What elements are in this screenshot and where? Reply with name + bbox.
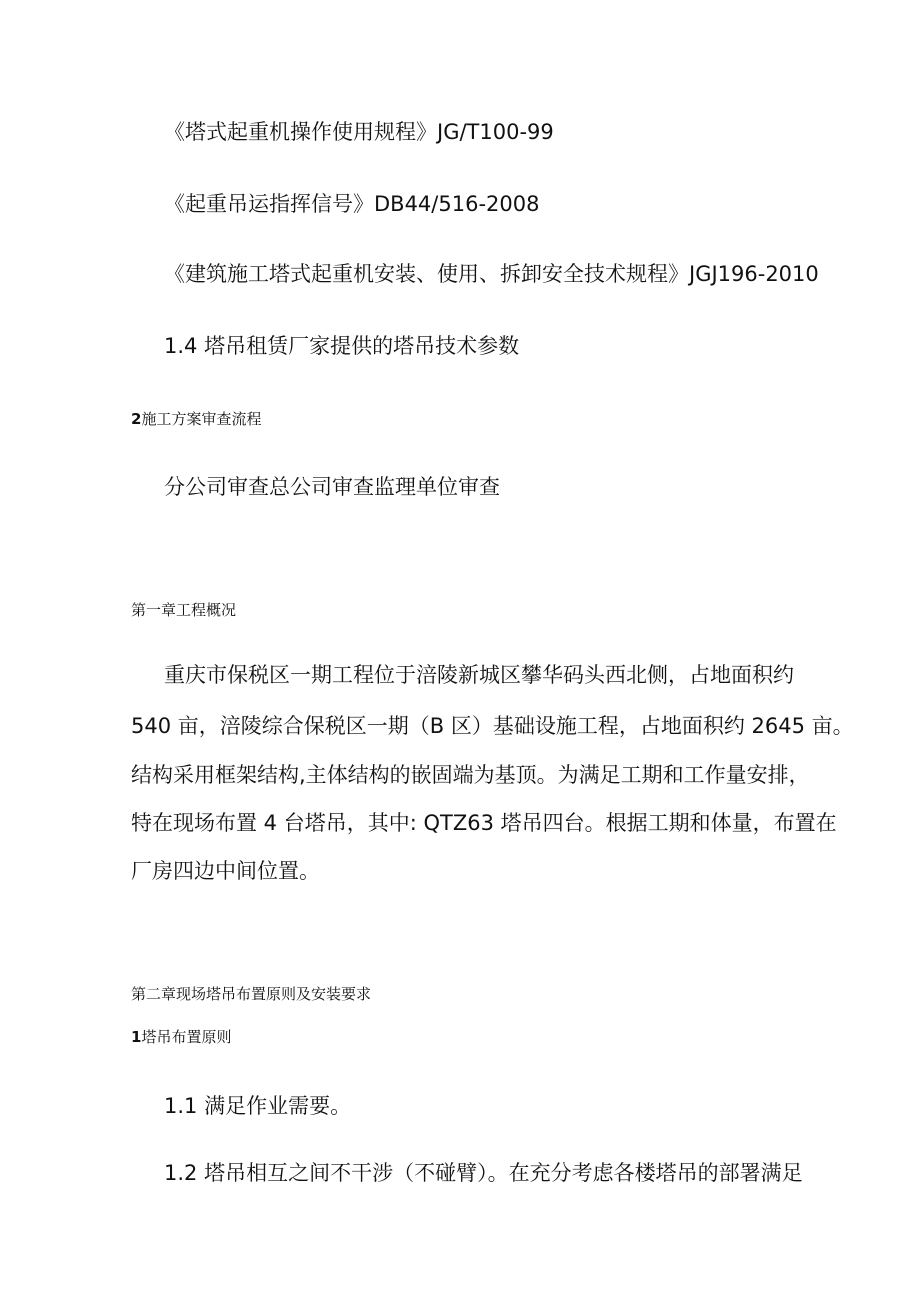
section-title: 施工方案审查流程	[141, 410, 262, 428]
chapter-2-title: 第二章现场塔吊布置原则及安装要求	[131, 985, 372, 1003]
reference-line: 《建筑施工塔式起重机安装、使用、拆卸安全技术规程》JGJ196-2010	[164, 262, 819, 286]
reference-line: 《塔式起重机操作使用规程》JG/T100-99	[164, 120, 554, 144]
paragraph-line: 540 亩，涪陵综合保税区一期（B 区）基础设施工程，占地面积约 2645 亩。	[131, 714, 854, 738]
section-heading-2	[131, 412, 261, 427]
principle-item: 1.2 塔吊相互之间不干涉（不碰臂）。在充分考虑各楼塔吊的部署满足	[164, 1161, 803, 1185]
subsection-heading	[131, 1030, 231, 1045]
reference-line: 《起重吊运指挥信号》DB44/516-2008	[164, 192, 540, 216]
paragraph-line: 结构采用框架结构,主体结构的嵌固端为基顶。为满足工期和工作量安排，	[131, 763, 810, 787]
paragraph-line: 厂房四边中间位置。	[131, 859, 320, 883]
review-flow-text: 分公司审查总公司审查监理单位审查	[164, 475, 500, 499]
paragraph-line: 特在现场布置 4 台塔吊，其中: QTZ63 塔吊四台。根据工期和体量，布置在	[131, 811, 837, 835]
section-number: 2	[131, 410, 142, 428]
chapter-1-title: 第一章工程概况	[131, 601, 237, 619]
subsection-title: 塔吊布置原则	[141, 1028, 232, 1046]
principle-item: 1.1 满足作业需要。	[164, 1094, 352, 1118]
section-heading-1-4: 1.4 塔吊租赁厂家提供的塔吊技术参数	[164, 334, 520, 358]
paragraph-line: 重庆市保税区一期工程位于涪陵新城区攀华码头西北侧，占地面积约	[164, 663, 794, 687]
subsection-number: 1	[131, 1028, 142, 1046]
